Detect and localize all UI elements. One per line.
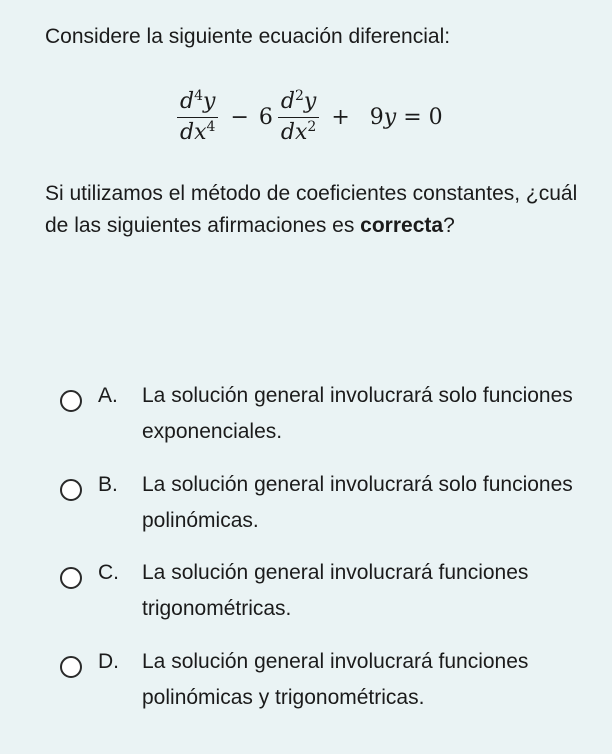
radio-button-icon[interactable]	[60, 479, 82, 501]
question-intro: Considere la siguiente ecuación diferencial:	[45, 25, 451, 48]
question-prompt: Si utilizamos el método de coeficientes constantes, ¿cuál de las siguientes afirmaciones es correcta?	[45, 182, 578, 237]
fourth-derivative-fraction	[177, 89, 218, 146]
option-letter: B.	[98, 473, 118, 496]
option-text: La solución general involucrará funciones polinómicas y trigonométricas.	[142, 650, 529, 709]
option-letter: D.	[98, 650, 119, 673]
option-a[interactable]	[60, 378, 580, 454]
radio-button-icon[interactable]	[60, 390, 82, 412]
option-text: La solución general involucrará funciones trigonométricas.	[142, 561, 529, 620]
coefficient: 6	[258, 104, 273, 130]
option-letter: A.	[98, 384, 118, 407]
radio-button-icon[interactable]	[60, 656, 82, 678]
differential-equation	[175, 82, 443, 152]
equation-tail: 9y = 0	[369, 104, 443, 130]
option-c[interactable]	[60, 555, 580, 631]
option-text: La solución general involucrará solo funciones polinómicas.	[142, 473, 573, 532]
option-b[interactable]	[60, 467, 580, 543]
plus-operator: +	[331, 104, 350, 130]
radio-button-icon[interactable]	[60, 567, 82, 589]
minus-operator: −	[230, 104, 249, 130]
emphasis-correcta: correcta	[360, 214, 444, 237]
second-derivative-fraction	[278, 89, 319, 146]
option-d[interactable]	[60, 644, 580, 754]
option-text: La solución general involucrará solo funciones exponenciales.	[142, 384, 573, 443]
option-letter: C.	[98, 561, 119, 584]
fraction-numerator: $d^2y$	[278, 89, 319, 118]
fraction-denominator: $dx^2$	[280, 118, 317, 145]
fraction-denominator: $dx^4$	[180, 118, 216, 145]
fraction-numerator: $d^4y$	[177, 89, 218, 118]
